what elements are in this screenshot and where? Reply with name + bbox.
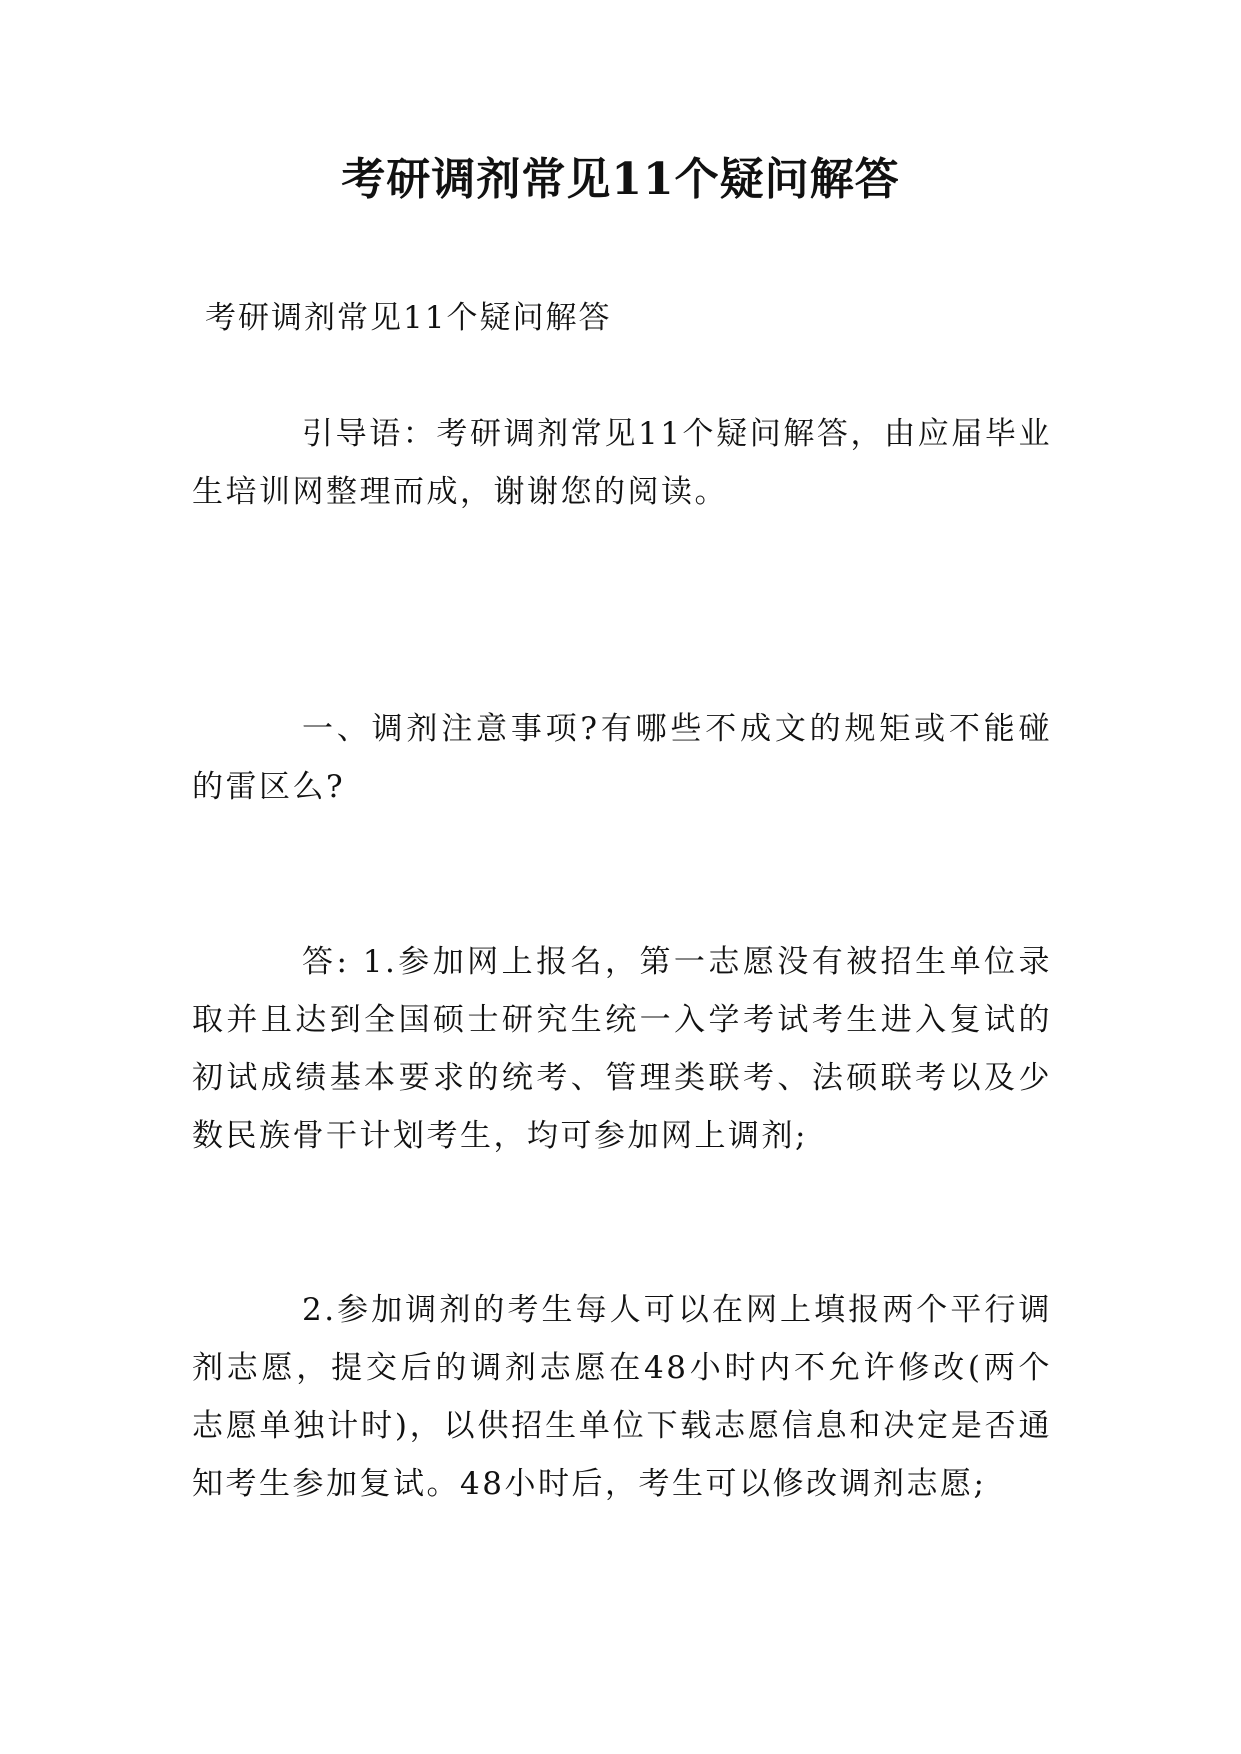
answer-2-paragraph: 2.参加调剂的考生每人可以在网上填报两个平行调剂志愿，提交后的调剂志愿在48小时内不允许修改(两个志愿单独计时)，以供招生单位下载志愿信息和决定是否通知考生参加复试。48小时后，考生可以修改调剂志愿; <box>192 1292 1052 1502</box>
intro-paragraph: 引导语：考研调剂常见11个疑问解答，由应届毕业生培训网整理而成，谢谢您的阅读。 <box>192 416 1052 510</box>
document-title: 考研调剂常见11个疑问解答 <box>341 154 900 205</box>
document-subtitle: 考研调剂常见11个疑问解答 <box>205 300 612 336</box>
answer-1-paragraph: 答: 1.参加网上报名，第一志愿没有被招生单位录取并且达到全国硕士研究生统一入学考试考生进入复试的初试成绩基本要求的统考、管理类联考、法硕联考以及少数民族骨干计划考生，均可参加网上调剂; <box>192 944 1052 1154</box>
question-1-paragraph: 一、调剂注意事项?有哪些不成文的规矩或不能碰的雷区么? <box>192 711 1052 805</box>
